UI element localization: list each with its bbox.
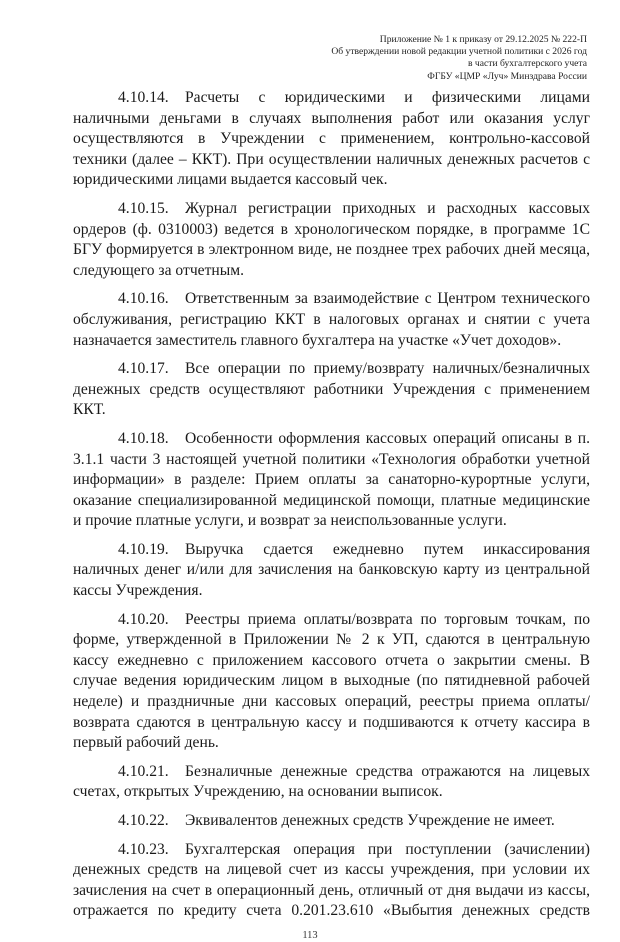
document-body [73,88,590,922]
paragraph-4-10-18 [73,429,590,532]
paragraph-number: 4.10.16. [118,290,169,308]
paragraph-number: 4.10.21. [118,762,169,780]
paragraph-4-10-21 [73,762,590,803]
paragraph-4-10-19 [73,540,590,602]
page-number: 113 [302,930,318,941]
paragraph-4-10-15 [73,199,590,281]
paragraph-4-10-23 [73,840,590,922]
paragraph-number: 4.10.20. [118,610,169,628]
paragraph-text: Бухгалтерская операция при поступлении (зачислении) денежных средств на лицевой счет из кассы учреждения, при условии их зачисления на счет в операционный день, отличный от дня выдачи из кассы, отражается по кредиту счета 0.201.23.610 «Выбытия денежных средств [73,840,590,920]
paragraph-text: Расчеты с юридическими и физическими лицами наличными деньгами в случаях выполнения работ или оказания услуг осуществляются в Учреждении с применением, контрольно-кассовой техники (далее – ККТ). При осуществлении наличных денежных расчетов с юридическими лицами выдается кассовый чек. [73,89,590,189]
paragraph-number: 4.10.14. [118,89,169,106]
paragraph-4-10-16 [73,289,590,351]
header-line-order: Приложение № 1 к приказу от 29.12.2025 № 222-П [379,34,587,45]
paragraph-text: Безналичные денежные средства отражаются на лицевых счетах, открытых Учреждению, на основании выписок. [73,762,590,801]
paragraph-number: 4.10.18. [118,429,169,447]
header-line-scope: в части бухгалтерского учета [468,58,587,70]
paragraph-4-10-22 [73,811,590,832]
paragraph-text: Особенности оформления кассовых операций описаны в п. 3.1.1 части 3 настоящей учетной политики «Технология обработки учетной информации» в разделе: Прием оплаты за санаторно-курортные услуги, оказание специализированной медицинской помощи, платные медицинские и прочие платные услуги, и возврат за неиспользованные услуги. [73,429,590,530]
document-header [331,34,587,83]
paragraph-number: 4.10.17. [118,360,169,378]
paragraph-text: Выручка сдается ежедневно путем инкассирования наличных денег и/или для зачисления на банковскую карту из центральной кассы Учреждения. [73,540,590,600]
paragraph-text: Реестры приема оплаты/возврата по торговым точкам, по форме, утвержденной в Приложении № 2 к УП, сдаются в центральную кассу ежедневно с приложением кассового отчета о закрытии смены. В случае ведения юридическим лицом в выходные (по пятидневной рабочей неделе) и праздничные дни кассовых операций, реестры приема оплаты/возврата сдаются в центральную кассу и подшиваются к отчету кассира в первый рабочий день. [73,610,590,752]
paragraph-number: 4.10.19. [118,540,169,558]
paragraph-text: Ответственным за взаимодействие с Центром технического обслуживания, регистрацию ККТ в налоговых органах и снятии с учета назначается заместитель главного бухгалтера на участке «Учет доходов». [73,290,590,349]
header-line-subject: Об утверждении новой редакции учетной политики с 2026 год [331,46,587,58]
paragraph-4-10-20 [73,610,590,754]
paragraph-4-10-14 [73,88,590,191]
paragraph-text: Все операции по приему/возврату наличных/безналичных денежных средств осуществляют работники Учреждения с применением ККТ. [73,360,590,419]
paragraph-4-10-17 [73,359,590,421]
paragraph-number: 4.10.22. [118,812,169,829]
header-line-organization: ФГБУ «ЦМР «Луч» Минздрава России [427,70,587,82]
paragraph-text: Эквивалентов денежных средств Учреждение не имеет. [185,812,555,829]
paragraph-number: 4.10.23. [118,840,169,858]
paragraph-text: Журнал регистрации приходных и расходных кассовых ордеров (ф. 0310003) ведется в хронологическом порядке, в программе 1С БГУ формируется в электронном виде, не позднее трех рабочих дней месяца, следующего за отчетным. [73,199,590,279]
paragraph-number: 4.10.15. [118,199,169,217]
